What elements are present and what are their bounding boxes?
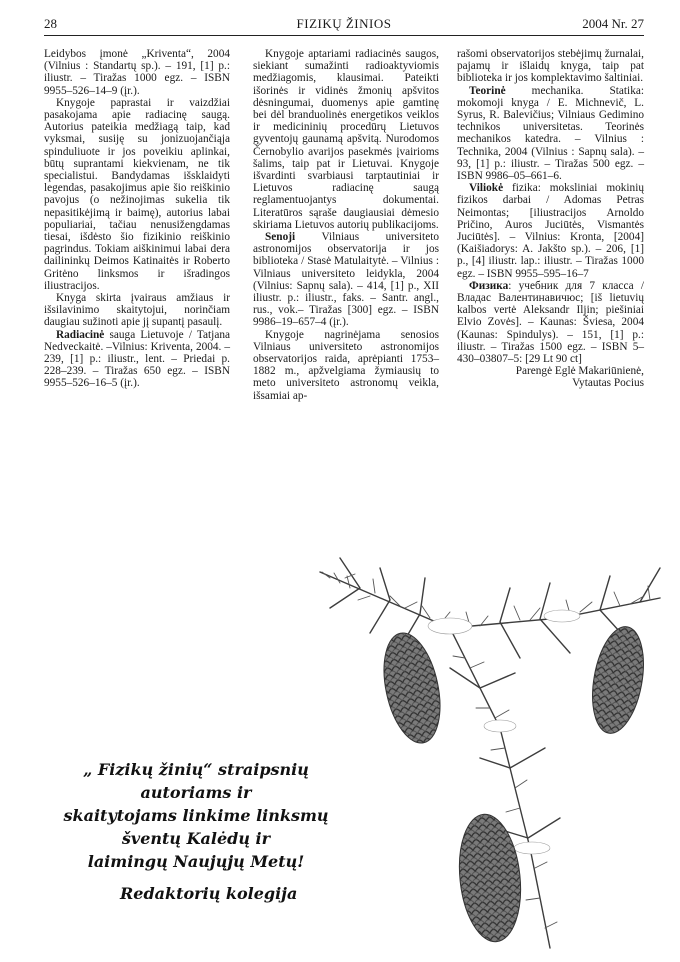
book-title-word: Viliokė xyxy=(469,182,504,195)
paragraph: Knygoje paprastai ir vaizdžiai pasakojama apie radiacinę saugą. Autorius pateikia medžiagą taip, kad vyksmai, susiję su jonizuojančiąja spinduliuote ir jos poveikiu aplinkai, būtų suprantami kiekvienam, ne tik specialistui. Bandydamas išsklaidyti legendas, pasakojimus apie šio reiškinio pavojus (o nežinojimas sukelia tik nepasitikėjimą ir baimę), autorius labai populiariai, tačiau nenusižengdamas tiesai, išdėsto šio fizikinio reiškinio pagrindus. Tokiam aiškinimui labai dera dailininkų Deimos Katinaitės ir Roberto Gritėno linksmos ir išradingos iliustracijos. xyxy=(44,96,230,292)
page-number: 28 xyxy=(44,16,57,31)
greeting-line: šventų Kalėdų ir xyxy=(121,829,271,848)
book-entry-text: : учебник для 7 класса / Владас Валентинавичюс; [iš lietuvių kalbos vertė Aleksandr Iljin; piešiniai Elvio Zovės]. – Kaunas: Šviesa, 2004 (Kaunas: Spindulys). – 151, [1] p.: iliustr. – Tiražas 1500 egz. – ISBN 5–430–03807–5: [29 Lt 90 ct] xyxy=(457,279,644,366)
pine-cones xyxy=(375,623,651,945)
book-entry xyxy=(457,280,644,365)
book-entry-text: Vilniaus universiteto astronomijos observatorija ir jos biblioteka / Stasė Matulaitytė. – Vilnius : Vilniaus universiteto leidykla, 2004 (Vilnius: Sapnų sala). – 414, [1] p., XII iliustr. p.: iliustr., faks. – Santr. angl., rus., vok.– Tiražas [300] egz. – ISBN 9986–19–657–4 (įr.). xyxy=(253,231,439,329)
greeting-line: skaitytojams linkime linksmų xyxy=(63,806,329,825)
header-rule xyxy=(44,35,644,36)
paragraph: Knyga skirta įvairaus amžiaus ir išsilavinimo skaitytojui, norinčiam daugiau sužinoti apie jį supantį pasaulį. xyxy=(44,292,230,329)
book-title-word: Физика xyxy=(469,279,509,292)
paragraph: rašomi observatorijos stebėjimų žurnalai, pajamų ir išlaidų knyga, taip pat biblioteka ir jos komplektavimo šaltiniai. xyxy=(457,48,644,85)
issue-label: 2004 Nr. 27 xyxy=(582,16,644,31)
book-entry xyxy=(457,85,644,183)
text-column-3 xyxy=(457,48,644,390)
greeting-line: laimingų Naujųjų Metų! xyxy=(87,852,305,871)
paragraph: Knygoje aptariami radiacinės saugos, siekiant sumažinti radioaktyviomis medžiagomis, klausimai. Pateikti išorinės ir vidinės žmonių apšvitos dėsningumai, duomenys apie gamtinę bei dėl branduolinės energetikos veiklos ir medicininių procedūrų Lietuvos gyventojų gaunamą apšvitą. Nurodomos Černobylio avarijos pasekmės įvairioms šalims, taip pat ir Lietuvai. Knygoje išvardinti svarbiausi tarptautiniai ir Lietuvos radiacinę saugą reglamentuojantys dokumentai. Literatūros sąraše daugiausiai dėmesio skiriama Lietuvos autorių publikacijoms. xyxy=(253,48,439,231)
book-entry xyxy=(44,329,230,390)
pine-branch-illustration xyxy=(300,548,680,962)
book-entry-text: sauga Lietuvoje / Tatjana Nedveckaitė. –Vilnius: Kriventa, 2004. – 239, [1] p.: iliustr., lent. – Priedai p. 228–239. – Tiražas 650 egz. – ISBN 9955–526–16–5 (įr.). xyxy=(44,328,230,390)
book-title-word: Radiacinė xyxy=(56,328,105,341)
compiler-credit: Vytautas Pocius xyxy=(572,377,644,390)
editorial-board-signature: Redaktorių kolegija xyxy=(120,884,298,903)
paragraph: Knygoje nagrinėjama senosios Vilniaus universiteto astronomijos observatorijos raida, aprėpianti 1753–1882 m., apžvelgiama žymiausių to meto universiteto astronomų veikla, išsamiai ap- xyxy=(253,328,439,402)
page-header xyxy=(44,16,644,34)
book-entry-text: fizika: moksliniai mokinių fizikos darbai / Adomas Petras Neimontas; [iliustracijos Arnoldo Pričino, Auros Juciūtės, Vismantės Juciūtės]. – Vilnius: Kronta, [2004] (Kaišiadorys: A. Jakšto sp.). – 206, [1] p., [4] iliustr. lap.: iliustr. – Tiražas 1000 egz. – ISBN 9955–595–16–7 xyxy=(457,182,644,280)
greeting-line: „ Fizikų žinių“ straipsnių autoriams ir xyxy=(83,760,309,802)
paragraph: Leidybos įmonė „Kriventa“, 2004 (Vilnius : Standartų sp.). – 191, [1] p.: iliustr. – Tiražas 1000 egz. – ISBN 9955–526–14–9 (įr.). xyxy=(44,48,230,97)
journal-title: FIZIKŲ ŽINIOS xyxy=(296,16,392,31)
book-title-word: Teorinė xyxy=(469,84,506,97)
text-column-1 xyxy=(44,48,230,390)
holiday-greeting xyxy=(36,758,356,873)
book-title-word: Senoji xyxy=(265,231,296,244)
compiler-credit: Parengė Eglė Makariūnienė, xyxy=(515,365,644,378)
snow-patches xyxy=(428,610,580,854)
text-column-2 xyxy=(253,48,439,402)
book-entry xyxy=(253,231,439,329)
book-entry xyxy=(457,182,644,280)
book-entry-text: mechanika. Statika: mokomoji knyga / E. Michnevič, L. Syrus, R. Balevičius; Vilniaus Gedimino technikos universitetas. Teorinės mechanikos katedra. – Vilnius : Technika, 2004 (Vilnius : Sapnų sala). – 93, [1] p.: iliustr. – Tiražas 500 egz. – ISBN 9986–05–661–6. xyxy=(457,84,644,183)
